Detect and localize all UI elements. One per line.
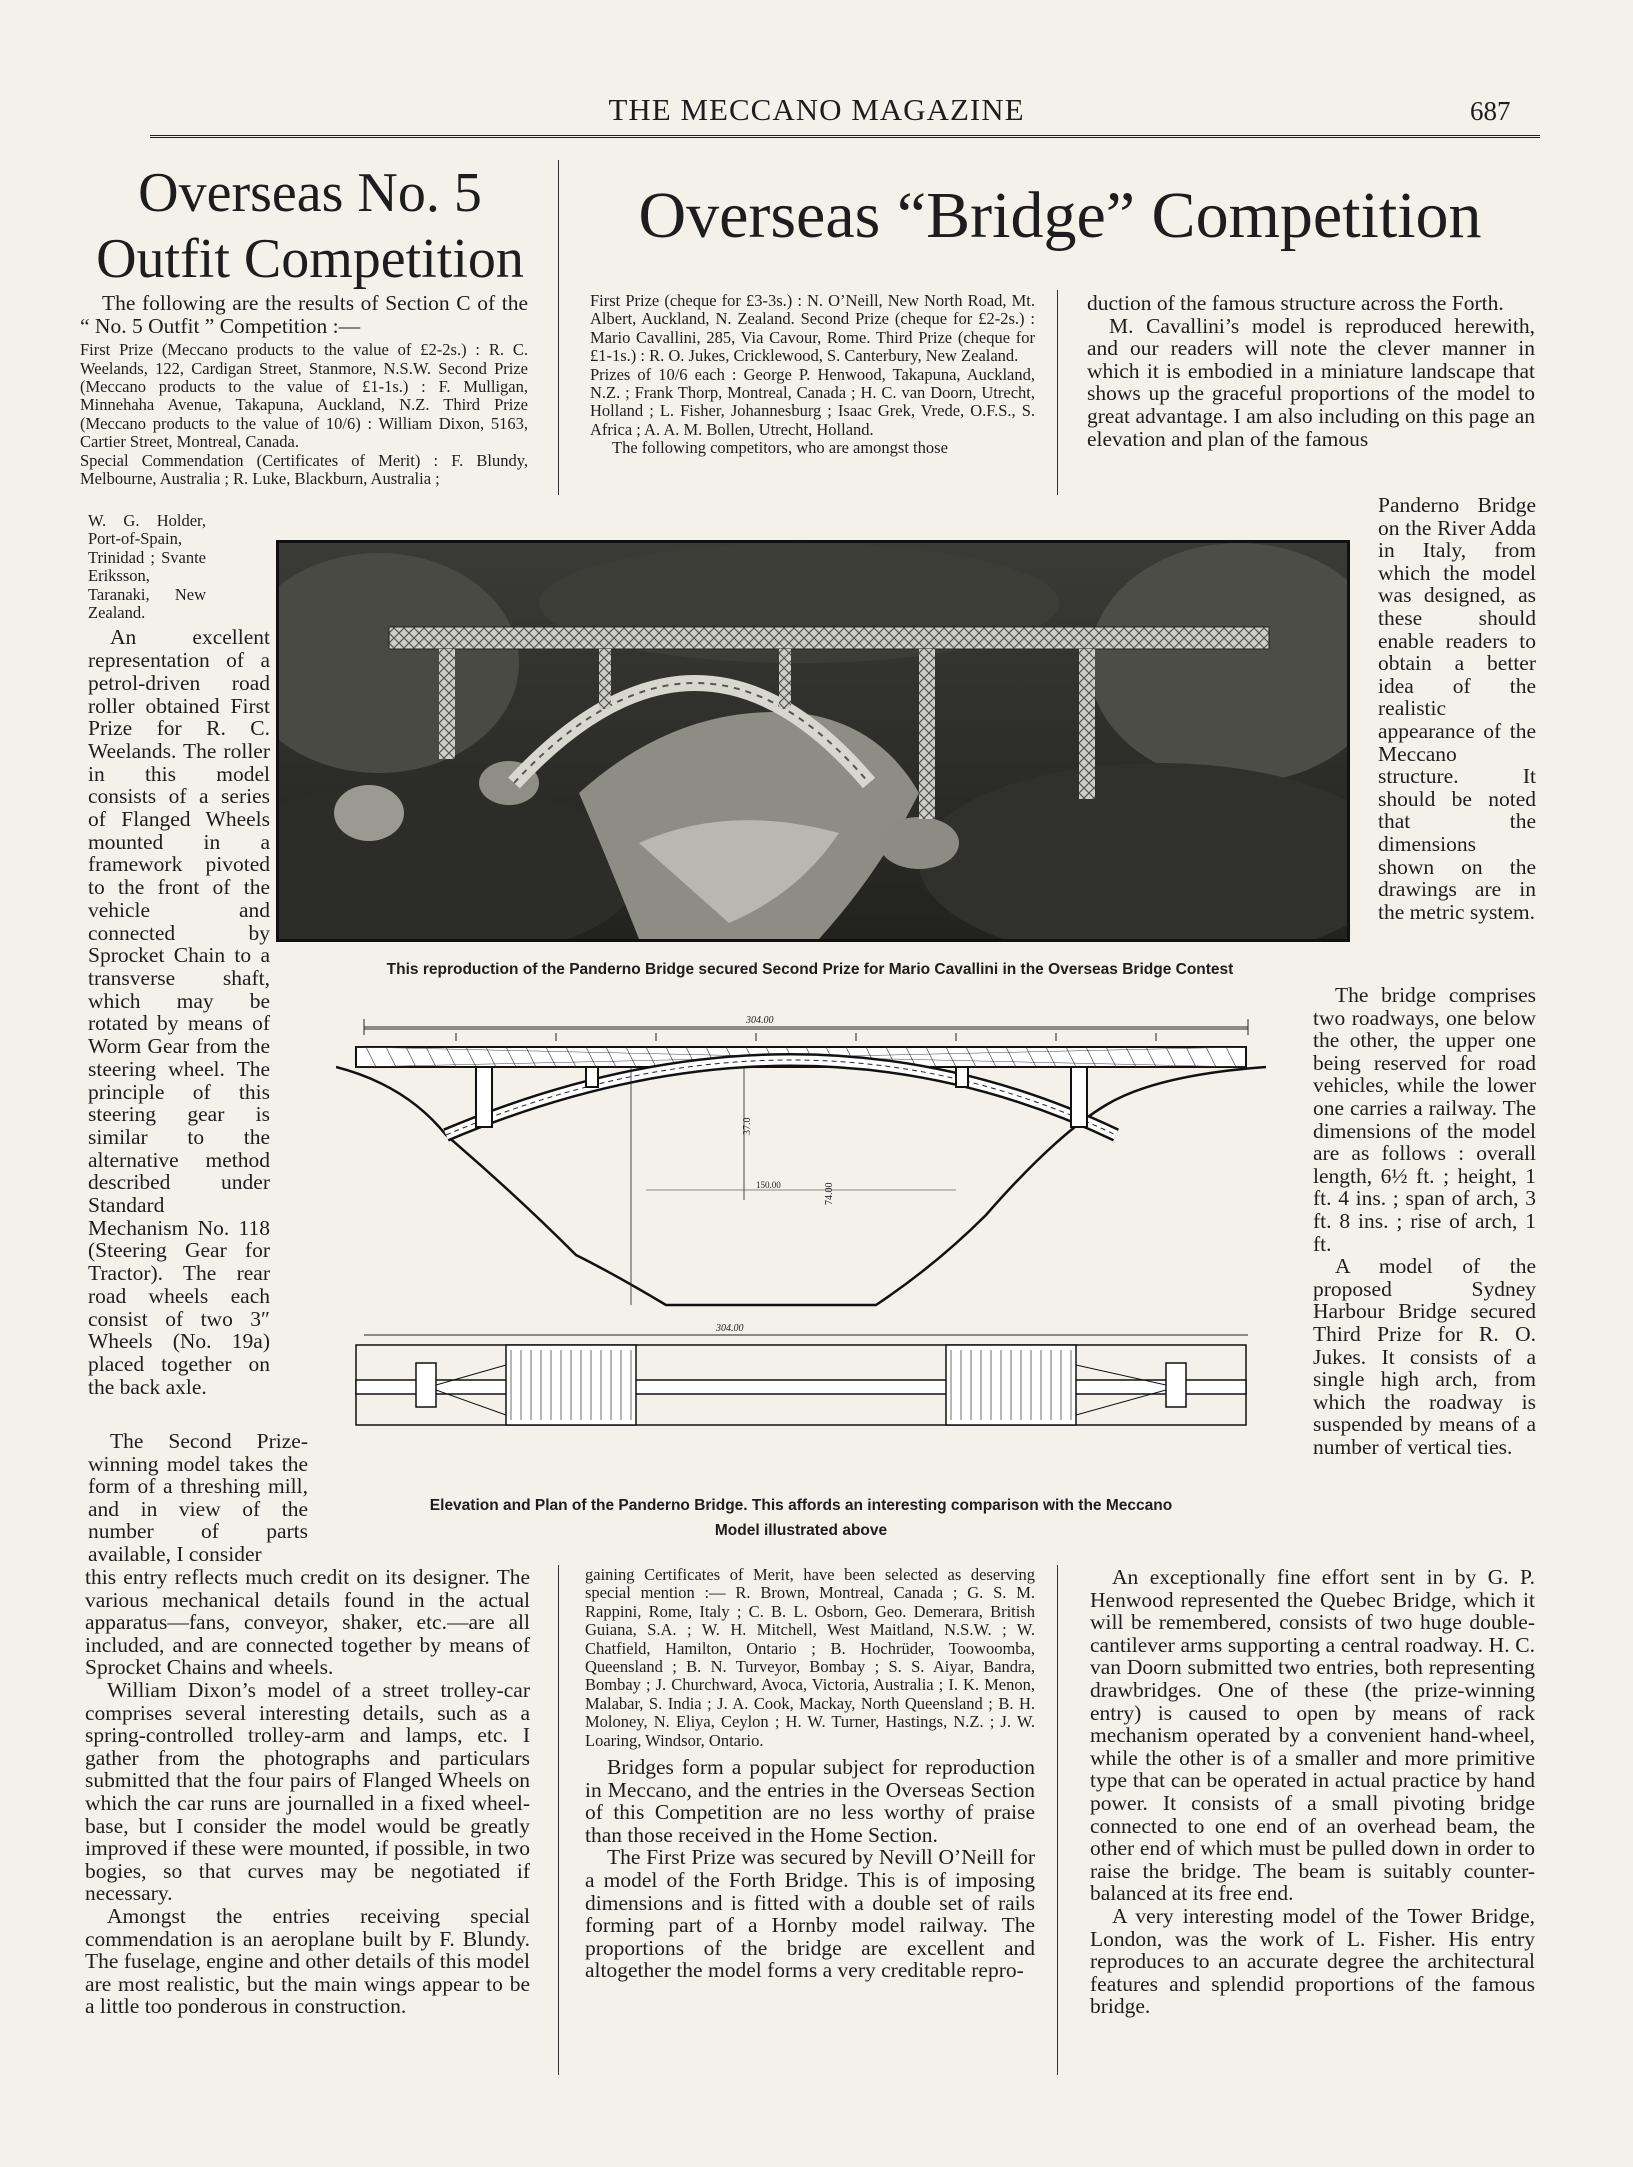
drawing-caption-line-1: Elevation and Plan of the Panderno Bridge. This affords an interesting comparison with the Meccano bbox=[429, 1497, 1173, 1514]
bridge-first-prize: The First Prize was secured by Nevill O’Neill for a model of the Forth Bridge. This is of imposing dimensions and is fitted with a double set of rails forming part of a Hornby model railway. The proportions of the bridge are excellent and altogether the model forms a very creditable repro- bbox=[585, 1845, 1035, 1983]
magazine-title: THE MECCANO MAGAZINE bbox=[608, 92, 1025, 127]
left-column-bottom bbox=[85, 1566, 530, 2018]
middle-column-top bbox=[590, 292, 1035, 458]
right-cavallini: M. Cavallini’s model is reproduced herewith, and our readers will note the clever manner in which it is embodied in a miniature landscape that shows up the graceful proportions of the model to great advantage. I am also including on this page an elevation and plan of the famous bbox=[1087, 313, 1535, 451]
dimension-span-label: 150.00 bbox=[756, 1180, 781, 1190]
right-henwood: An exceptionally fine effort sent in by G. P. Henwood represented the Quebec Bridge, which it will be remembered, consists of two huge double-cantilever arms supporting a central roadway. H. C. van Doorn submitted two entries, both representing drawbridges. One of these (the prize-winning entry) is caused to open by means of rack mechanism operated by a convenient hand-wheel, while the other is of a smaller and more primitive type that can be operated in actual practice by hand power. It consists of a small pivoting bridge connected to one end of an overhead beam, the other end of which must be pulled down in order to raise the bridge. The beam is suitably counter-balanced at its free end. bbox=[1090, 1565, 1535, 1906]
left-para-roller: An excellent representation of a petrol-driven road roller obtained First Prize for R. C. Weelands. The roller in this model consists of a series of Flanged Wheels mounted in a framework pivoted to the front of the vehicle and connected by Sprocket Chain to a transverse shaft, which may be rotated by means of Worm Gear from the steering wheel. The principle of this steering gear is similar to the alternative method described under Standard Mechanism No. 118 (Steering Gear for Tractor). The rear road wheels each consist of two 3″ Wheels (No. 19a) placed together on the back axle. bbox=[88, 625, 270, 1399]
left-para-thresher: The Second Prize-winning model takes the form of a threshing mill, and in view of the number of parts available, I consider bbox=[88, 1429, 308, 1566]
right-sydney: A model of the proposed Sydney Harbour Bridge secured Third Prize for R. O. Jukes. It consists of a single high arch, from which the roadway is suspended by means of a number of vertical ties. bbox=[1313, 1254, 1536, 1459]
bridge-popular: Bridges form a popular subject for reproduction in Meccano, and the entries in the Overseas Section of this Competition are no less worthy of praise than those received in the Home Section. bbox=[585, 1755, 1035, 1847]
right-column-bottom bbox=[1090, 1566, 1535, 2018]
left-column-top bbox=[80, 292, 528, 488]
left-commendation-cont: W. G. Holder, Port-of-Spain, Trinidad ; Svante Eriksson, Taranaki, New Zealand. bbox=[88, 511, 206, 623]
right-forth: duction of the famous structure across the Forth. bbox=[1087, 291, 1504, 315]
left-commendation: Special Commendation (Certificates of Merit) : F. Blundy, Melbourne, Australia ; R. Luke, Blackburn, Australia ; bbox=[80, 450, 528, 489]
right-column-top bbox=[1087, 292, 1535, 450]
bridge-prizes-10s: Prizes of 10/6 each : George P. Henwood, Takapuna, Auckland, N.Z. ; Frank Thorp, Montreal, Canada ; H. C. van Doorn, Utrecht, Holland ; L. Fisher, Johannesburg ; Isaac Grek, Vrede, O.F.S., S. Africa ; A. A. M. Bollen, Utrecht, Holland. bbox=[590, 364, 1035, 439]
left-column-narrow-2 bbox=[88, 1430, 308, 1566]
dimension-rise-label: 37.0 bbox=[742, 1117, 753, 1135]
bridge-prizes-main: First Prize (cheque for £3-3s.) : N. O’Neill, New North Road, Mt. Albert, Auckland, N. Zealand. Second Prize (cheque for £2-2s.) : Mario Cavallini, 285, Via Cavour, Rome. Third Prize (cheque for £1-1s.) : R. O. Jukes, Cricklewood, S. Canterbury, New Zealand. bbox=[590, 291, 1035, 366]
left-para-trolley: William Dixon’s model of a street trolley-car comprises several interesting details, such as a spring-controlled trolley-arm and lamps, etc. I gather from the photographs and particulars submitted that the four pairs of Flanged Wheels on which the car runs are journalled in a fixed wheel-base, but I consider the model would be greatly improved if these were mounted, if possible, in two bogies, so that curves may be negotiated if necessary. bbox=[85, 1677, 530, 1906]
left-results: First Prize (Meccano products to the value of £2-2s.) : R. C. Weelands, 122, Cardigan Street, Stanmore, N.S.W. Second Prize (Meccano products to the value of £1-1s.) : F. Mulligan, Minnehaha Avenue, Takapuna, Auckland, N.Z. Third Prize (Meccano products to the value of 10/6) : William Dixon, 5163, Cartier Street, Montreal, Canada. bbox=[80, 340, 528, 452]
column-divider-left bbox=[558, 160, 559, 495]
middle-column-bottom bbox=[585, 1566, 1035, 1982]
left-para-thresher-cont: this entry reflects much credit on its designer. The various mechanical details found in the actual apparatus—fans, conveyor, shaker, etc.—are all included, and are connected together by means of Sprocket Chains and wheels. bbox=[85, 1565, 530, 1680]
dimension-overall-label: 304.00 bbox=[746, 1015, 774, 1026]
right-tower-bridge: A very interesting model of the Tower Bridge, London, was the work of L. Fisher. His entry reproduces to an accurate degree the architectural features and splendid proportions of the famous bridge. bbox=[1090, 1903, 1535, 2019]
bridge-model-photo bbox=[276, 540, 1350, 942]
left-column-narrow bbox=[88, 512, 270, 1398]
right-column-narrow bbox=[1378, 494, 1536, 923]
page-number: 687 bbox=[1470, 96, 1511, 126]
bridge-prizes-following: The following competitors, who are amongst those bbox=[612, 438, 948, 458]
left-headline: Overseas No. 5 Outfit Competition bbox=[96, 162, 524, 290]
dimension-height-label: 74.00 bbox=[824, 1182, 835, 1205]
photo-caption: This reproduction of the Panderno Bridge secured Second Prize for Mario Cavallini in the Overseas Bridge Contest bbox=[386, 961, 1234, 978]
column-divider-right bbox=[1057, 290, 1058, 495]
drawing-caption-line-2: Model illustrated above bbox=[714, 1522, 888, 1539]
dimension-plan-label: 304.00 bbox=[716, 1323, 744, 1334]
left-para-aeroplane: Amongst the entries receiving special commendation is an aeroplane built by F. Blundy. The fuselage, engine and other details of this model are most realistic, but the main wings appear to be a little too ponderous in construction. bbox=[85, 1903, 530, 2019]
right-column-mid bbox=[1313, 984, 1536, 1458]
right-headline: Overseas “Bridge” Competition bbox=[638, 179, 1482, 252]
column-divider-bottom-right bbox=[1057, 1565, 1058, 2075]
bridge-merit-list: gaining Certificates of Merit, have been selected as deserving special mention :— R. Brown, Montreal, Canada ; G. S. M. Rappini, Rome, Italy ; C. B. L. Osborn, Geo. Demerara, British Guiana, S.A. ; W. H. Mitchell, West Maitland, N.S.W. ; W. Chatfield, Hamilton, Ontario ; B. Hochrüder, Toowoomba, Queensland ; B. N. Turveyor, Bombay ; S. S. Aiyar, Bandra, Bombay ; J. Churchward, Avoca, Victoria, Australia ; I. K. Menon, Malabar, S. India ; J. A. Cook, Mackay, North Queensland ; B. H. Moloney, N. Eliya, Ceylon ; H. W. Turner, Hastings, N.Z. ; J. W. Loaring, Windsor, Ontario. bbox=[585, 1565, 1035, 1750]
column-divider-bottom-left bbox=[558, 1565, 559, 2075]
bridge-elevation-plan-drawing bbox=[336, 1005, 1266, 1475]
left-intro: The following are the results of Section C of the “ No. 5 Outfit ” Competition :— bbox=[80, 291, 528, 338]
right-panderno: Panderno Bridge on the River Adda in Italy, from which the model was designed, as these should enable readers to obtain a better idea of the realistic appearance of the Meccano structure. It should be noted that the dimensions shown on the drawings are in the metric system. bbox=[1378, 493, 1536, 924]
right-dimensions: The bridge comprises two roadways, one below the other, the upper one being reserved for road vehicles, while the lower one carries a railway. The dimensions of the model are as follows : overall length, 6½ ft. ; height, 1 ft. 4 ins. ; span of arch, 3 ft. 8 ins. ; rise of arch, 1 ft. bbox=[1313, 983, 1536, 1256]
header-rule bbox=[150, 135, 1540, 142]
